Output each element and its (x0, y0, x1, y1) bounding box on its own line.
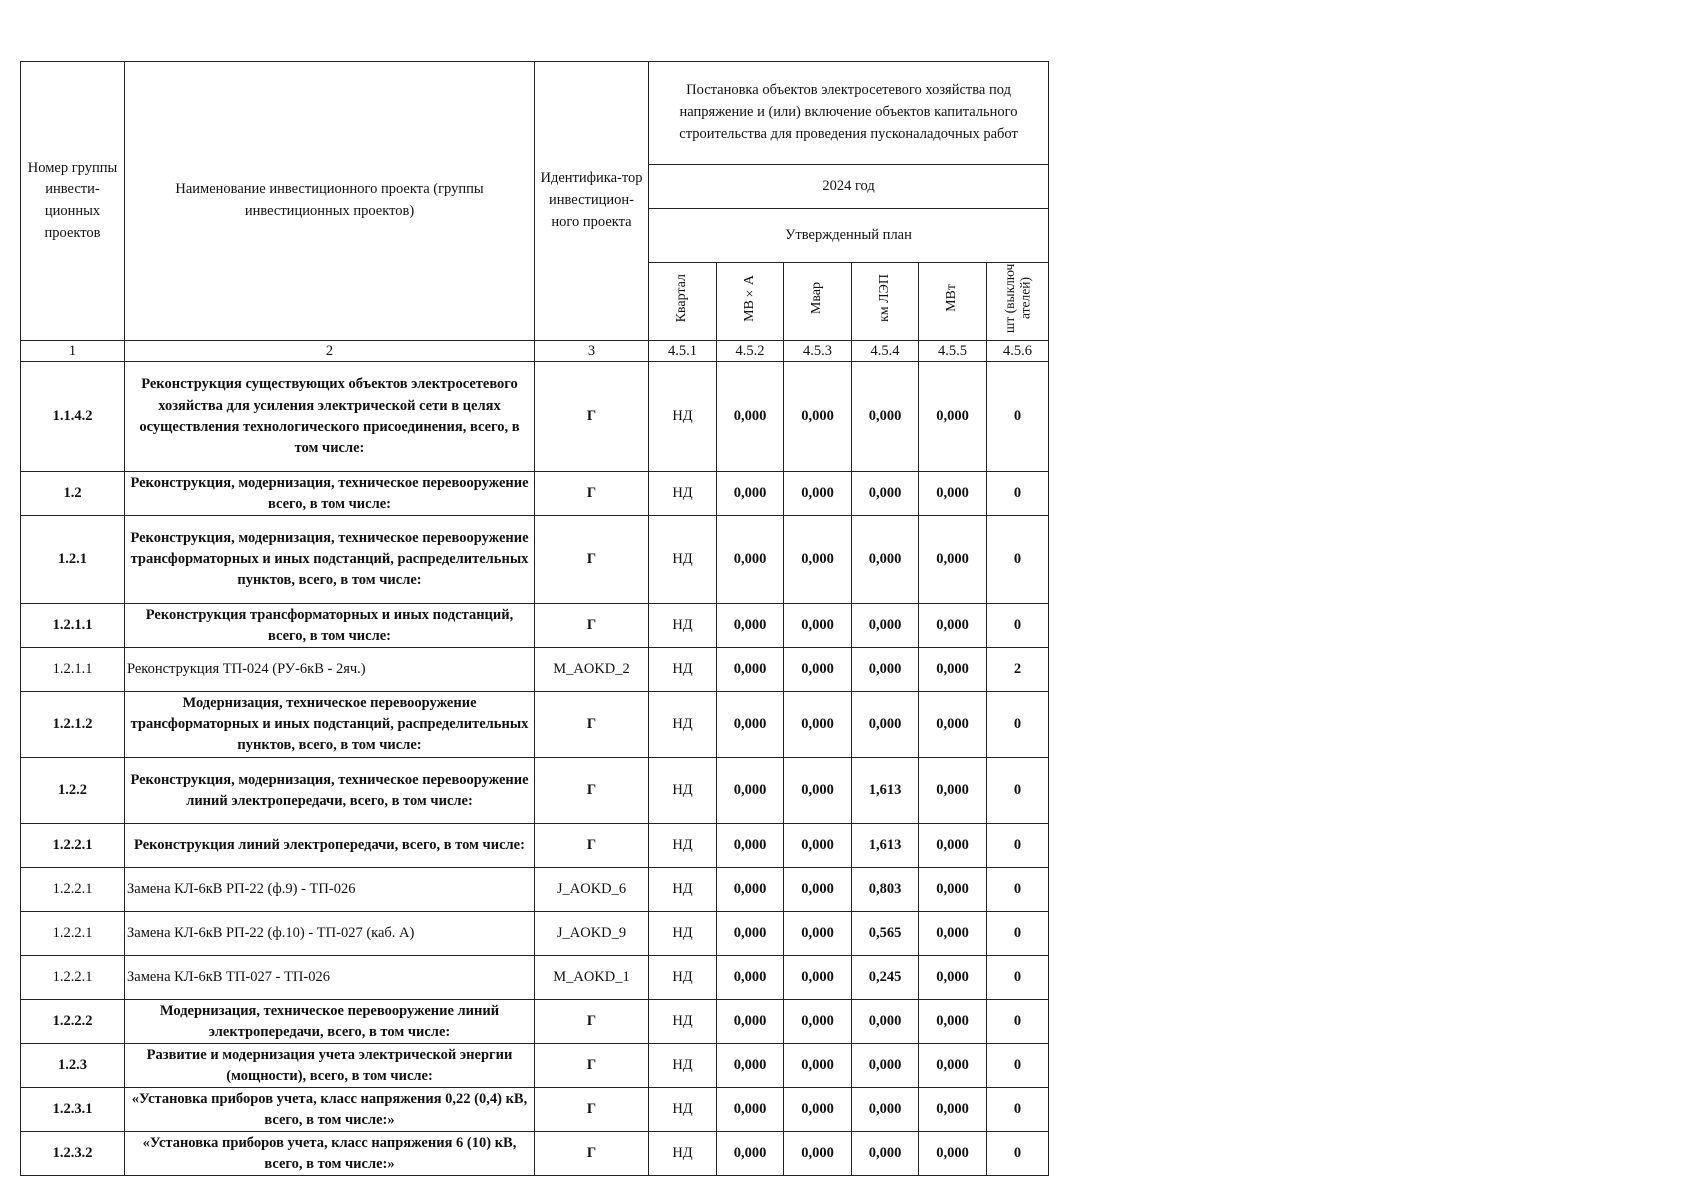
header-project-name: Наименование инвестиционного проекта (группы инвестиционных проектов) (125, 62, 535, 341)
row-name: Развитие и модернизация учета электрической энергии (мощности), всего, в том числе: (125, 1044, 535, 1088)
table-row (21, 1000, 1049, 1044)
row-mw: 0,000 (919, 604, 987, 648)
row-number: 1.2.3.2 (21, 1132, 125, 1176)
row-pcs: 0 (987, 692, 1049, 758)
row-mvar: 0,000 (784, 824, 852, 868)
row-mw: 0,000 (919, 362, 987, 472)
row-quarter: НД (649, 1132, 717, 1176)
table-row (21, 1132, 1049, 1176)
row-mw: 0,000 (919, 692, 987, 758)
row-mva: 0,000 (717, 604, 784, 648)
row-quarter: НД (649, 362, 717, 472)
row-mva: 0,000 (717, 1000, 784, 1044)
row-quarter: НД (649, 604, 717, 648)
row-quarter: НД (649, 472, 717, 516)
row-identifier: Г (535, 1044, 649, 1088)
row-mvar: 0,000 (784, 1132, 852, 1176)
row-pcs: 0 (987, 956, 1049, 1000)
row-mva: 0,000 (717, 1088, 784, 1132)
header-year: 2024 год (649, 165, 1049, 209)
row-mva: 0,000 (717, 1132, 784, 1176)
row-identifier: Г (535, 692, 649, 758)
row-mw: 0,000 (919, 1044, 987, 1088)
row-quarter: НД (649, 516, 717, 604)
row-km: 0,000 (852, 1088, 919, 1132)
row-quarter: НД (649, 824, 717, 868)
row-mvar: 0,000 (784, 1000, 852, 1044)
row-quarter: НД (649, 648, 717, 692)
column-number: 2 (125, 341, 535, 362)
table-row (21, 956, 1049, 1000)
row-identifier: Г (535, 758, 649, 824)
row-quarter: НД (649, 758, 717, 824)
table-row (21, 648, 1049, 692)
row-identifier: Г (535, 362, 649, 472)
row-mw: 0,000 (919, 648, 987, 692)
row-name: Модернизация, техническое перевооружение трансформаторных и иных подстанций, распределительных пунктов, всего, в том числе: (125, 692, 535, 758)
header-unit-km: км ЛЭП (852, 263, 919, 341)
row-mvar: 0,000 (784, 868, 852, 912)
row-name: Реконструкция, модернизация, техническое перевооружение трансформаторных и иных подстанций, распределительных пунктов, всего, в том числе: (125, 516, 535, 604)
row-name: Замена КЛ-6кВ ТП-027 - ТП-026 (125, 956, 535, 1000)
row-km: 0,245 (852, 956, 919, 1000)
header-unit-mvar: Мвар (784, 263, 852, 341)
table-row (21, 362, 1049, 472)
row-number: 1.2.1.2 (21, 692, 125, 758)
row-km: 0,000 (852, 648, 919, 692)
row-km: 1,613 (852, 824, 919, 868)
row-km: 0,000 (852, 362, 919, 472)
table-row (21, 824, 1049, 868)
row-identifier: M_AOKD_2 (535, 648, 649, 692)
row-mvar: 0,000 (784, 472, 852, 516)
column-number: 4.5.2 (717, 341, 784, 362)
column-number: 3 (535, 341, 649, 362)
header-unit-mw: МВт (919, 263, 987, 341)
table-row (21, 868, 1049, 912)
row-km: 0,000 (852, 1000, 919, 1044)
row-name: Реконструкция, модернизация, техническое перевооружение линий электропередачи, всего, в том числе: (125, 758, 535, 824)
row-number: 1.2.1 (21, 516, 125, 604)
row-pcs: 0 (987, 868, 1049, 912)
row-pcs: 0 (987, 1044, 1049, 1088)
row-identifier: Г (535, 1088, 649, 1132)
row-name: Реконструкция, модернизация, техническое перевооружение всего, в том числе: (125, 472, 535, 516)
row-pcs: 0 (987, 362, 1049, 472)
header-unit-mva: МВ×А (717, 263, 784, 341)
row-mvar: 0,000 (784, 1088, 852, 1132)
row-mva: 0,000 (717, 472, 784, 516)
row-identifier: Г (535, 824, 649, 868)
column-number: 4.5.5 (919, 341, 987, 362)
row-mvar: 0,000 (784, 692, 852, 758)
row-mva: 0,000 (717, 516, 784, 604)
row-pcs: 0 (987, 472, 1049, 516)
row-mva: 0,000 (717, 824, 784, 868)
row-name: Реконструкция линий электропередачи, всего, в том числе: (125, 824, 535, 868)
row-mva: 0,000 (717, 956, 784, 1000)
row-pcs: 0 (987, 604, 1049, 648)
row-km: 0,000 (852, 692, 919, 758)
row-quarter: НД (649, 868, 717, 912)
row-number: 1.2.2.1 (21, 824, 125, 868)
row-mvar: 0,000 (784, 604, 852, 648)
row-pcs: 2 (987, 648, 1049, 692)
table-row (21, 912, 1049, 956)
row-number: 1.2.2.2 (21, 1000, 125, 1044)
row-name: «Установка приборов учета, класс напряжения 6 (10) кВ, всего, в том числе:» (125, 1132, 535, 1176)
row-pcs: 0 (987, 1000, 1049, 1044)
row-mvar: 0,000 (784, 758, 852, 824)
row-km: 0,000 (852, 1044, 919, 1088)
investment-plan-table (20, 61, 1049, 1176)
row-mw: 0,000 (919, 1132, 987, 1176)
row-pcs: 0 (987, 516, 1049, 604)
row-quarter: НД (649, 1000, 717, 1044)
row-identifier: Г (535, 516, 649, 604)
table-row (21, 1044, 1049, 1088)
row-mw: 0,000 (919, 472, 987, 516)
row-quarter: НД (649, 692, 717, 758)
row-number: 1.2.1.1 (21, 648, 125, 692)
column-number: 4.5.4 (852, 341, 919, 362)
column-number: 1 (21, 341, 125, 362)
row-number: 1.2.2.1 (21, 868, 125, 912)
row-number: 1.2.2.1 (21, 912, 125, 956)
row-mw: 0,000 (919, 868, 987, 912)
header-unit-pcs: шт (выключ ателей) (987, 263, 1049, 341)
row-mw: 0,000 (919, 1088, 987, 1132)
row-mva: 0,000 (717, 692, 784, 758)
row-mvar: 0,000 (784, 912, 852, 956)
row-mw: 0,000 (919, 956, 987, 1000)
table-row (21, 472, 1049, 516)
header-unit-quarter: Квартал (649, 263, 717, 341)
row-number: 1.2.2 (21, 758, 125, 824)
row-mva: 0,000 (717, 648, 784, 692)
row-mva: 0,000 (717, 1044, 784, 1088)
row-mw: 0,000 (919, 1000, 987, 1044)
row-identifier: Г (535, 1000, 649, 1044)
row-pcs: 0 (987, 824, 1049, 868)
row-quarter: НД (649, 956, 717, 1000)
header-plan: Утвержденный план (649, 209, 1049, 263)
row-km: 0,000 (852, 1132, 919, 1176)
row-identifier: Г (535, 472, 649, 516)
row-pcs: 0 (987, 1132, 1049, 1176)
row-number: 1.2.3 (21, 1044, 125, 1088)
row-pcs: 0 (987, 1088, 1049, 1132)
row-km: 0,565 (852, 912, 919, 956)
row-mvar: 0,000 (784, 648, 852, 692)
row-mvar: 0,000 (784, 516, 852, 604)
row-mw: 0,000 (919, 824, 987, 868)
row-pcs: 0 (987, 758, 1049, 824)
row-name: Реконструкция трансформаторных и иных подстанций, всего, в том числе: (125, 604, 535, 648)
row-number: 1.2.3.1 (21, 1088, 125, 1132)
row-number: 1.2 (21, 472, 125, 516)
row-name: Реконструкция ТП-024 (РУ-6кВ - 2яч.) (125, 648, 535, 692)
row-quarter: НД (649, 1044, 717, 1088)
row-mvar: 0,000 (784, 1044, 852, 1088)
table-row (21, 516, 1049, 604)
row-quarter: НД (649, 912, 717, 956)
row-identifier: J_AOKD_6 (535, 868, 649, 912)
row-number: 1.2.2.1 (21, 956, 125, 1000)
row-mw: 0,000 (919, 758, 987, 824)
row-identifier: Г (535, 1132, 649, 1176)
row-name: Реконструкция существующих объектов электросетевого хозяйства для усиления электрической сети в целях осуществления технологического присоединения, всего, в том числе: (125, 362, 535, 472)
header-group-number: Номер группы инвести-ционных проектов (21, 62, 125, 341)
column-number: 4.5.6 (987, 341, 1049, 362)
row-km: 0,803 (852, 868, 919, 912)
row-name: Замена КЛ-6кВ РП-22 (ф.10) - ТП-027 (каб. А) (125, 912, 535, 956)
table-row (21, 1088, 1049, 1132)
header-identifier: Идентифика-тор инвестицион-ного проекта (535, 62, 649, 341)
column-number-row (21, 341, 1049, 362)
row-mva: 0,000 (717, 912, 784, 956)
row-number: 1.2.1.1 (21, 604, 125, 648)
row-km: 1,613 (852, 758, 919, 824)
row-identifier: Г (535, 604, 649, 648)
row-mvar: 0,000 (784, 956, 852, 1000)
row-km: 0,000 (852, 516, 919, 604)
column-number: 4.5.3 (784, 341, 852, 362)
row-mva: 0,000 (717, 758, 784, 824)
row-identifier: J_AOKD_9 (535, 912, 649, 956)
row-mva: 0,000 (717, 868, 784, 912)
row-name: Модернизация, техническое перевооружение линий электропередачи, всего, в том числе: (125, 1000, 535, 1044)
column-number: 4.5.1 (649, 341, 717, 362)
header-section-title: Постановка объектов электросетевого хозяйства под напряжение и (или) включение объектов капитального строительства для проведения пусконаладочных работ (649, 62, 1049, 165)
row-mw: 0,000 (919, 516, 987, 604)
row-km: 0,000 (852, 604, 919, 648)
row-km: 0,000 (852, 472, 919, 516)
row-mvar: 0,000 (784, 362, 852, 472)
table-row (21, 758, 1049, 824)
row-name: Замена КЛ-6кВ РП-22 (ф.9) - ТП-026 (125, 868, 535, 912)
row-name: «Установка приборов учета, класс напряжения 0,22 (0,4) кВ, всего, в том числе:» (125, 1088, 535, 1132)
table-row (21, 692, 1049, 758)
row-quarter: НД (649, 1088, 717, 1132)
row-number: 1.1.4.2 (21, 362, 125, 472)
table-row (21, 604, 1049, 648)
row-pcs: 0 (987, 912, 1049, 956)
row-identifier: M_AOKD_1 (535, 956, 649, 1000)
row-mw: 0,000 (919, 912, 987, 956)
row-mva: 0,000 (717, 362, 784, 472)
